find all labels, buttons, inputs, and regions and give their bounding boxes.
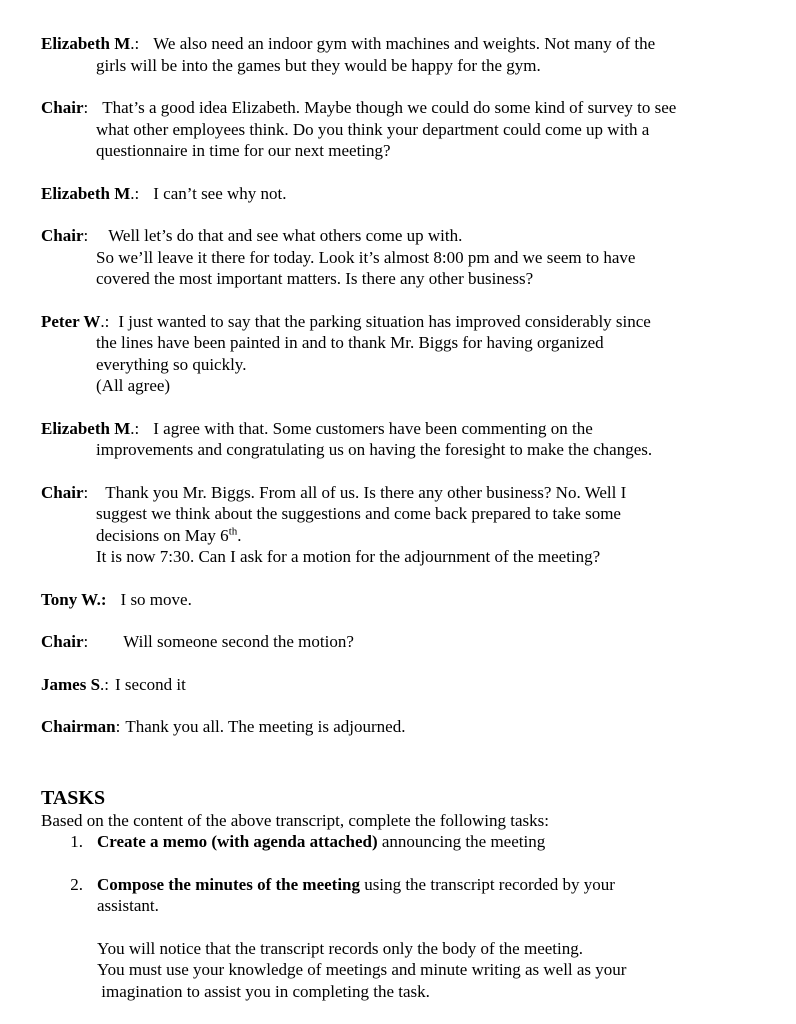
tasks-section xyxy=(41,786,761,1002)
transcript-entry xyxy=(41,97,761,162)
speech-text: suggest we think about the suggestions and come back prepared to take some xyxy=(96,504,621,523)
speech-text: Thank you Mr. Biggs. From all of us. Is there any other business? No. Well I xyxy=(105,482,627,502)
task-text: announcing the meeting xyxy=(377,832,546,851)
speech-text: what other employees think. Do you think your department could come up with a xyxy=(96,119,650,139)
transcript xyxy=(41,33,761,759)
task-notes xyxy=(41,938,761,1003)
speech-text: everything so quickly. xyxy=(96,354,247,374)
task-number: 2. xyxy=(70,874,83,894)
speech-text: I so move. xyxy=(120,589,192,609)
speaker-name: Elizabeth M xyxy=(41,418,131,438)
speech-text: (All agree) xyxy=(96,376,171,395)
speaker-separator: : xyxy=(115,717,121,736)
speaker-separator: .: xyxy=(130,418,140,438)
speaker-name: Tony W.: xyxy=(41,589,107,609)
speech-text: I can’t see why not. xyxy=(153,183,287,203)
speech-text: It is now 7:30. Can I ask for a motion for the adjournment of the meeting? xyxy=(96,547,601,566)
task-number: 1. xyxy=(70,832,83,851)
speech-text: covered the most important matters. Is there any other business? xyxy=(96,269,534,288)
transcript-entry xyxy=(41,482,761,568)
speaker-name: Chair xyxy=(41,98,84,117)
speaker-name: Peter W xyxy=(41,311,101,331)
speaker-separator: : xyxy=(83,98,89,117)
speech-text: That’s a good idea Elizabeth. Maybe though we could do some kind of survey to see xyxy=(102,98,677,117)
transcript-entry xyxy=(41,225,761,290)
transcript-entry xyxy=(41,631,761,653)
task-title: Create a memo (with agenda attached) xyxy=(97,832,378,851)
speaker-name: Chair xyxy=(41,226,84,245)
task-title: Compose the minutes of the meeting xyxy=(97,874,360,894)
task-item xyxy=(41,831,761,853)
note-line: imagination to assist you in completing the task. xyxy=(97,981,430,1001)
speaker-separator: : xyxy=(83,632,89,651)
speaker-name: Chair xyxy=(41,482,84,502)
speaker-separator: .: xyxy=(130,183,140,203)
speech-text: Thank you all. The meeting is adjourned. xyxy=(125,717,406,736)
speech-text: I agree with that. Some customers have been commenting on the xyxy=(153,418,593,438)
speaker-separator: : xyxy=(83,482,89,502)
speech-text: I just wanted to say that the parking situation has improved considerably since xyxy=(118,311,651,331)
speech-text: So we’ll leave it there for today. Look it’s almost 8:00 pm and we seem to have xyxy=(96,247,636,267)
transcript-entry xyxy=(41,311,761,397)
speaker-name: Chair xyxy=(41,632,84,651)
speech-text: questionnaire in time for our next meeting? xyxy=(96,141,391,160)
date-text: decisions on May 6 xyxy=(96,525,229,545)
speaker-name: Elizabeth M xyxy=(41,183,131,203)
speech-text xyxy=(41,525,761,547)
note-line: You must use your knowledge of meetings and minute writing as well as your xyxy=(97,960,627,979)
transcript-entry xyxy=(41,33,761,76)
tasks-intro: Based on the content of the above transcript, complete the following tasks: xyxy=(41,811,549,830)
speech-text: Will someone second the motion? xyxy=(123,632,354,651)
period: . xyxy=(237,525,242,545)
task-item xyxy=(41,874,761,917)
speaker-separator: .: xyxy=(100,674,110,694)
note-line: You will notice that the transcript records only the body of the meeting. xyxy=(97,938,583,958)
transcript-entry xyxy=(41,674,761,696)
ordinal-suffix: th xyxy=(228,524,238,537)
speaker-separator: : xyxy=(83,226,89,245)
speaker-name: Chairman xyxy=(41,717,116,736)
speech-text: I second it xyxy=(115,674,186,694)
transcript-entry xyxy=(41,418,761,461)
speech-text: girls will be into the games but they would be happy for the gym. xyxy=(96,55,541,75)
speaker-name: James S xyxy=(41,674,101,694)
speech-text: the lines have been painted in and to thank Mr. Biggs for having organized xyxy=(96,333,604,352)
speech-text: Well let’s do that and see what others come up with. xyxy=(108,226,463,245)
speaker-separator: .: xyxy=(130,34,140,53)
task-text: using the transcript recorded by your xyxy=(360,874,615,894)
speech-text: We also need an indoor gym with machines and weights. Not many of the xyxy=(153,34,656,53)
transcript-entry xyxy=(41,589,761,611)
speech-text: improvements and congratulating us on having the foresight to make the changes. xyxy=(96,440,653,459)
speaker-separator: .: xyxy=(100,311,110,331)
task-text: assistant. xyxy=(97,896,159,915)
speaker-name: Elizabeth M xyxy=(41,34,131,53)
transcript-entry xyxy=(41,716,761,738)
tasks-heading: TASKS xyxy=(41,787,106,809)
transcript-entry xyxy=(41,183,761,205)
